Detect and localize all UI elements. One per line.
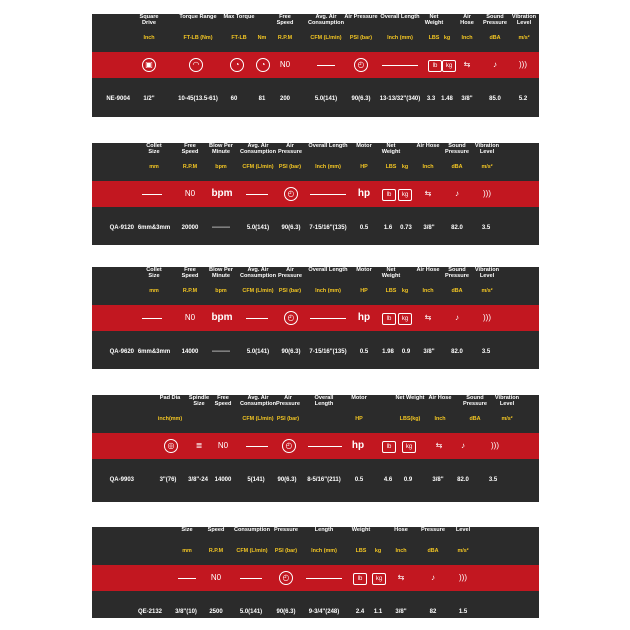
col-free-speed: Free Speed R.P.M xyxy=(276,14,294,41)
value-vibration: 3.5 xyxy=(481,349,491,355)
value-weight-kg: 0.73 xyxy=(400,225,412,231)
col-overall-length: Overall Length Inch (mm) xyxy=(308,267,348,294)
speed-icon: N0 xyxy=(210,573,222,582)
weight-lb-icon: lb xyxy=(382,189,396,201)
value-air-pressure: 90(6.3) xyxy=(281,349,301,355)
value-vibration: 1.5 xyxy=(458,609,468,615)
col-air-pressure: Air Pressure PSI (bar) xyxy=(278,267,302,294)
value-air-pressure: 90(6.3) xyxy=(351,96,371,102)
col-vibration-level: Level m/s² xyxy=(455,527,471,554)
sound-icon: ♪ xyxy=(455,189,459,198)
weight-kg-icon: kg xyxy=(402,441,416,453)
col-blow-per-minute: Blow Per Minute bpm xyxy=(209,267,233,294)
model-name: QE-2132 xyxy=(137,609,162,615)
value-spindle-size: 3/8"-24 xyxy=(188,477,208,483)
value-free-speed: 200 xyxy=(279,96,290,102)
col-overall-length: Overall Length xyxy=(314,395,334,408)
spec-table-qa-9120 xyxy=(92,143,539,245)
max-torque-icon: ◔ xyxy=(230,58,244,72)
value-pad-dia: 3"(76) xyxy=(159,477,177,483)
weight-kg-icon: kg xyxy=(442,60,456,72)
model-name: QA-9620 xyxy=(109,349,134,355)
value-bpm: --------- xyxy=(212,349,230,355)
col-weight: Weight LBS xyxy=(351,527,371,554)
col-net-weight: Net Weight LBS(kg) xyxy=(395,395,425,422)
value-size: 3/8"(10) xyxy=(175,609,197,615)
value-weight-kg: 0.9 xyxy=(403,477,413,483)
pressure-gauge-icon: ◴ xyxy=(284,311,298,325)
air-consumption-icon xyxy=(240,578,262,579)
vibration-icon: ))) xyxy=(519,60,527,69)
col-sound-pressure: Sound Pressure dBA xyxy=(463,395,487,422)
col-sound-pressure: Pressure dBA xyxy=(421,527,445,554)
value-free-speed: 20000 xyxy=(181,225,199,231)
col-collet-size: Collet Size mm xyxy=(146,143,162,170)
value-weight-kg: 1.48 xyxy=(441,96,453,102)
weight-lb-icon: lb xyxy=(382,313,396,325)
collet-icon xyxy=(142,194,162,195)
value-vibration: 5.2 xyxy=(518,96,528,102)
col-motor: Motor HP xyxy=(351,395,367,422)
collet-icon xyxy=(142,318,162,319)
col-air-pressure: Air Pressure PSI (bar) xyxy=(278,143,302,170)
needle-icon xyxy=(178,578,196,579)
col-square-drive: Square Drive Inch xyxy=(139,14,159,41)
col-air-pressure: Air Pressure PSI (bar) xyxy=(344,14,378,41)
vibration-icon: ))) xyxy=(459,573,467,582)
hp-icon: hp xyxy=(357,188,371,199)
length-icon xyxy=(382,65,418,66)
value-square-drive: 1/2" xyxy=(143,96,155,102)
col-consumption: Consumption CFM (L/min) xyxy=(233,527,271,554)
value-weight-lbs: 4.6 xyxy=(383,477,393,483)
spec-table-qe-2132 xyxy=(92,527,539,618)
air-consumption-icon xyxy=(246,318,268,319)
col-kg: kg xyxy=(443,35,451,41)
value-hose: 3/8" xyxy=(395,609,407,615)
value-bpm: --------- xyxy=(212,225,230,231)
col-air-hose: Air Hose Inch xyxy=(428,395,452,422)
value-air-consumption: 5.0(141) xyxy=(246,349,270,355)
sound-icon: ♪ xyxy=(493,60,497,69)
air-consumption-icon xyxy=(246,194,268,195)
air-hose-icon: ⇆ xyxy=(424,313,432,322)
col-air-consumption: Avg. Air Consumption CFM (L/min) xyxy=(239,267,277,294)
value-air-hose: 3/8" xyxy=(423,349,435,355)
value-sound-pressure: 82 xyxy=(429,609,437,615)
table-row xyxy=(92,331,539,369)
pressure-gauge-icon: ◴ xyxy=(279,571,293,585)
table-header xyxy=(92,527,539,565)
value-torque-range: 10-45(13.5-61) xyxy=(178,96,218,102)
air-hose-icon: ⇆ xyxy=(463,60,471,69)
value-overall-length: 13-13/32"(340) xyxy=(379,96,421,102)
col-free-speed: Free Speed R.P.M xyxy=(181,143,199,170)
value-length: 9-3/4"(248) xyxy=(308,609,340,615)
value-air-consumption: 5.0(141) xyxy=(314,96,338,102)
hp-icon: hp xyxy=(351,440,365,451)
sound-icon: ♪ xyxy=(431,573,435,582)
value-free-speed: 14000 xyxy=(214,477,232,483)
value-pressure: 90(6.3) xyxy=(276,609,296,615)
col-net-weight: Net Weight LBS xyxy=(381,143,401,170)
col-length: Length Inch (mm) xyxy=(311,527,337,554)
value-air-hose: 3/8" xyxy=(423,225,435,231)
length-icon xyxy=(310,318,346,319)
torque-gauge-icon: ◔ xyxy=(256,58,270,72)
value-motor: 0.5 xyxy=(359,225,369,231)
col-net-weight: Net Weight LBS xyxy=(424,14,444,41)
col-spindle-size: Spindle Size xyxy=(188,395,210,408)
value-weight-lbs: 3.3 xyxy=(426,96,436,102)
air-consumption-icon xyxy=(317,65,335,66)
col-sound-pressure: Sound Pressure dBA xyxy=(483,14,507,41)
col-vibration-level: Vibration Level m/s² xyxy=(474,267,500,294)
length-icon xyxy=(308,446,342,447)
col-blow-per-minute: Blow Per Minute bpm xyxy=(209,143,233,170)
vibration-icon: ))) xyxy=(483,189,491,198)
col-air-consumption: Avg. Air Consumption CFM (L/min) xyxy=(239,395,277,422)
value-sound-pressure: 85.0 xyxy=(489,96,501,102)
vibration-icon: ))) xyxy=(483,313,491,322)
air-consumption-icon xyxy=(246,446,268,447)
model-name: QA-9120 xyxy=(109,225,134,231)
value-vibration: 3.5 xyxy=(488,477,498,483)
col-nm: Nm xyxy=(257,35,267,41)
col-air-hose: Air Hose Inch xyxy=(416,267,440,294)
col-vibration-level: Vibration Level m/s² xyxy=(494,395,520,422)
col-speed: Speed R.P.M xyxy=(207,527,225,554)
icon-band xyxy=(92,305,539,331)
value-sound-pressure: 82.0 xyxy=(451,225,463,231)
hp-icon: hp xyxy=(357,312,371,323)
sound-icon: ♪ xyxy=(461,441,465,450)
col-overall-length: Overall Length Inch (mm) xyxy=(308,143,348,170)
sound-icon: ♪ xyxy=(455,313,459,322)
value-free-speed: 14000 xyxy=(181,349,199,355)
table-header xyxy=(92,14,539,52)
air-hose-icon: ⇆ xyxy=(435,441,443,450)
col-kg: kg xyxy=(401,164,409,170)
value-consumption: 5.0(141) xyxy=(239,609,263,615)
weight-kg-icon: kg xyxy=(398,189,412,201)
spec-table-qa-9903 xyxy=(92,395,539,502)
table-header xyxy=(92,143,539,181)
square-drive-icon: ▣ xyxy=(142,58,156,72)
value-weight-lbs: 2.4 xyxy=(355,609,365,615)
value-collet-size: 6mm&3mm xyxy=(137,225,171,231)
icon-band xyxy=(92,52,539,78)
col-air-pressure: Air Pressure PSI (bar) xyxy=(276,395,300,422)
col-free-speed: Free Speed xyxy=(214,395,232,408)
pressure-gauge-icon: ◴ xyxy=(284,187,298,201)
col-pressure: Pressure PSI (bar) xyxy=(274,527,298,554)
col-hose: Hose Inch xyxy=(394,527,408,554)
table-header xyxy=(92,267,539,305)
value-air-pressure: 90(6.3) xyxy=(281,225,301,231)
col-pad-dia: Pad Dia inch(mm) xyxy=(157,395,183,422)
vibration-icon: ))) xyxy=(491,441,499,450)
value-air-hose: 3/8" xyxy=(461,96,473,102)
value-weight-kg: 0.9 xyxy=(401,349,411,355)
spindle-icon: ≣ xyxy=(195,441,203,450)
value-speed: 2500 xyxy=(209,609,223,615)
col-air-hose: Air Hose Inch xyxy=(416,143,440,170)
col-air-consumption: Avg. Air Consumption CFM (L/min) xyxy=(307,14,345,41)
spec-table-qa-9620 xyxy=(92,267,539,369)
value-vibration: 3.5 xyxy=(481,225,491,231)
icon-band xyxy=(92,181,539,207)
speed-icon: N0 xyxy=(184,189,196,198)
value-weight-lbs: 1.6 xyxy=(383,225,393,231)
bpm-icon: bpm xyxy=(211,188,233,199)
col-sound-pressure: Sound Pressure dBA xyxy=(445,267,469,294)
col-max-torque: Max Torque FT-LB xyxy=(223,14,255,41)
value-sound-pressure: 82.0 xyxy=(451,349,463,355)
col-kg: kg xyxy=(374,548,382,554)
col-torque-range: Torque Range FT-LB (Nm) xyxy=(179,14,217,41)
length-icon xyxy=(306,578,342,579)
value-air-hose: 3/8" xyxy=(432,477,444,483)
pressure-gauge-icon: ◴ xyxy=(282,439,296,453)
speed-icon: N0 xyxy=(184,313,196,322)
length-icon xyxy=(310,194,346,195)
icon-band xyxy=(92,565,539,591)
col-air-consumption: Avg. Air Consumption CFM (L/min) xyxy=(239,143,277,170)
col-sound-pressure: Sound Pressure dBA xyxy=(445,143,469,170)
col-motor: Motor HP xyxy=(356,143,372,170)
col-vibration-level: Vibration Level m/s² xyxy=(511,14,537,41)
value-overall-length: 7-15/16"(135) xyxy=(309,349,347,355)
col-collet-size: Collet Size mm xyxy=(146,267,162,294)
value-weight-lbs: 1.98 xyxy=(382,349,394,355)
table-row xyxy=(92,207,539,245)
table-row xyxy=(92,78,539,117)
pressure-gauge-icon: ◴ xyxy=(354,58,368,72)
weight-lb-icon: lb xyxy=(382,441,396,453)
value-motor: 0.5 xyxy=(359,349,369,355)
value-overall-length: 7-15/16"(135) xyxy=(309,225,347,231)
model-name: QA-9903 xyxy=(109,477,134,483)
weight-kg-icon: kg xyxy=(372,573,386,585)
col-net-weight: Net Weight LBS xyxy=(381,267,401,294)
value-weight-kg: 1.1 xyxy=(373,609,383,615)
speed-icon: N0 xyxy=(279,60,291,69)
col-motor: Motor HP xyxy=(356,267,372,294)
value-max-torque: 60 xyxy=(230,96,238,102)
table-header xyxy=(92,395,539,433)
speed-icon: N0 xyxy=(217,441,229,450)
col-size: Size mm xyxy=(181,527,193,554)
weight-lb-icon: lb xyxy=(353,573,367,585)
table-row xyxy=(92,459,539,499)
value-air-consumption: 5(141) xyxy=(247,477,265,483)
col-free-speed: Free Speed R.P.M xyxy=(181,267,199,294)
value-air-consumption: 5.0(141) xyxy=(246,225,270,231)
value-air-pressure: 90(6.3) xyxy=(277,477,297,483)
torque-gauge-icon: ◠ xyxy=(189,58,203,72)
col-air-hose: Air Hose Inch xyxy=(460,14,474,41)
value-motor: 0.5 xyxy=(354,477,364,483)
icon-band xyxy=(92,433,539,459)
col-vibration-level: Vibration Level m/s² xyxy=(474,143,500,170)
air-hose-icon: ⇆ xyxy=(424,189,432,198)
air-hose-icon: ⇆ xyxy=(397,573,405,582)
weight-kg-icon: kg xyxy=(398,313,412,325)
weight-lb-icon: lb xyxy=(428,60,442,72)
col-overall-length: Overall Length Inch (mm) xyxy=(380,14,420,41)
value-overall-length: 8-5/16"(211) xyxy=(307,477,341,483)
value-collet-size: 6mm&3mm xyxy=(137,349,171,355)
model-name: NE-9004 xyxy=(106,96,130,102)
spec-table-ne-9004 xyxy=(92,14,539,117)
bpm-icon: bpm xyxy=(211,312,233,323)
table-row xyxy=(92,591,539,618)
value-sound-pressure: 82.0 xyxy=(457,477,469,483)
value-nm: 81 xyxy=(258,96,266,102)
col-kg: kg xyxy=(401,288,409,294)
pad-icon: ◎ xyxy=(164,439,178,453)
